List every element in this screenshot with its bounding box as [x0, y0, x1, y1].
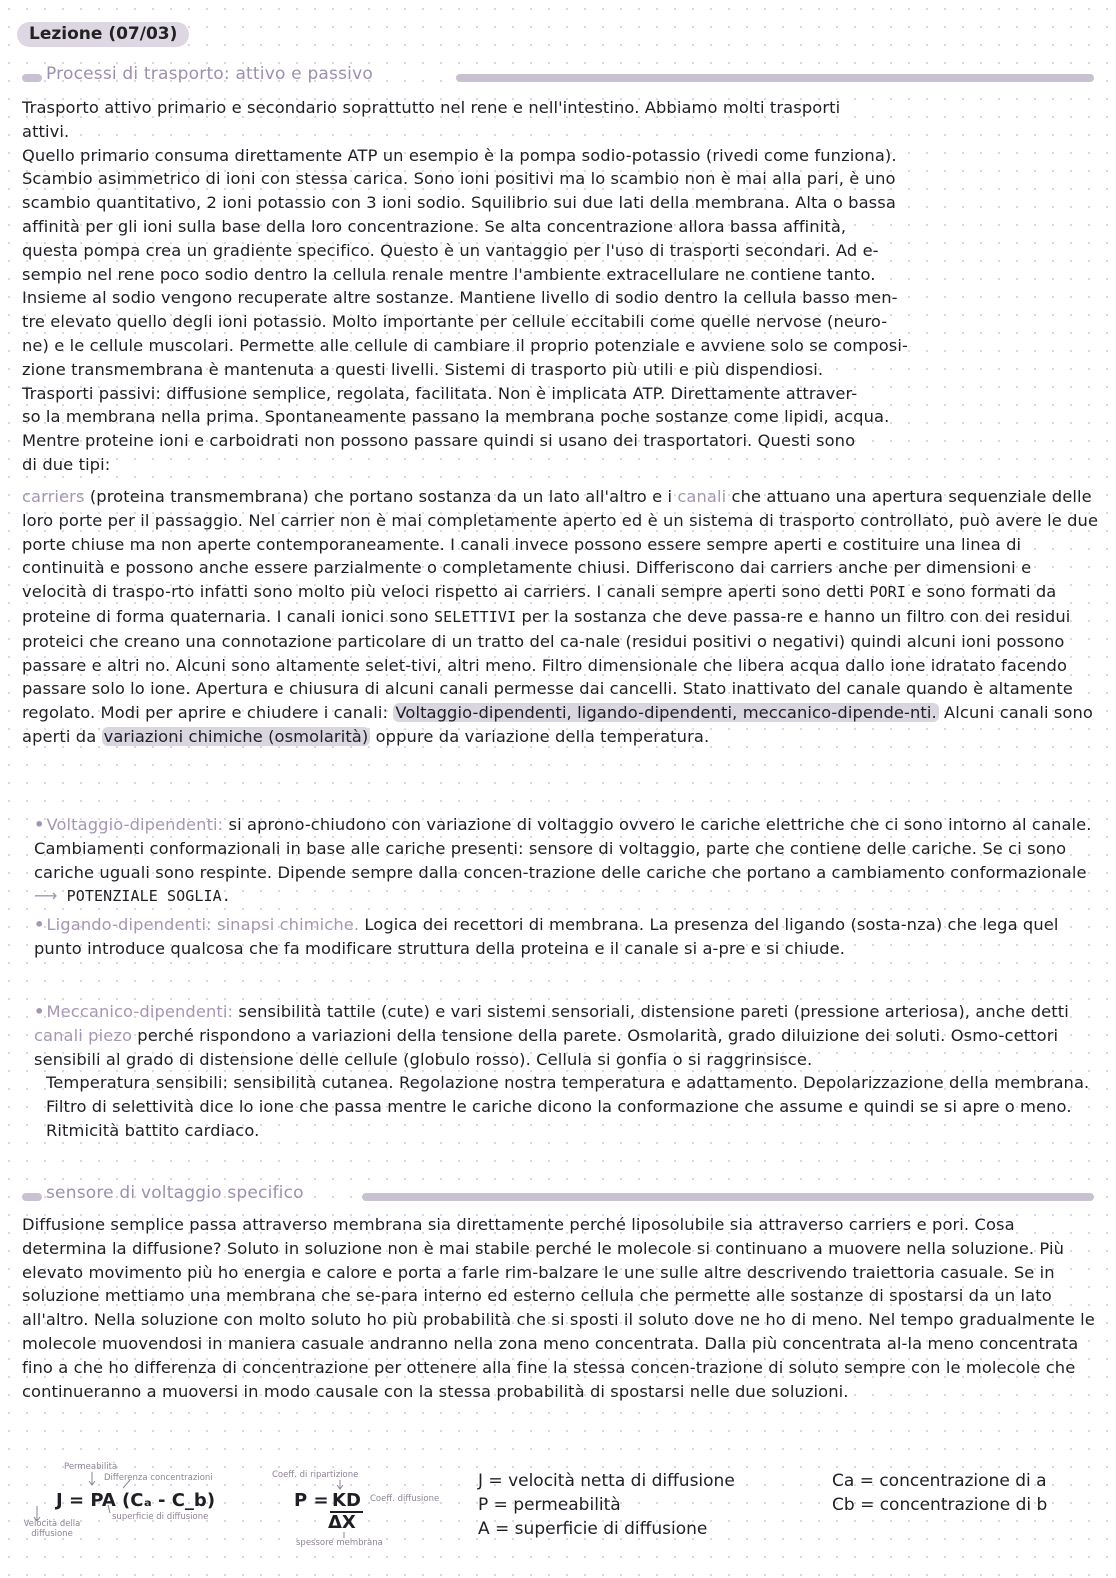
header-bar-left	[22, 1193, 42, 1201]
text-line: ne) e le cellule muscolari. Permette alle cellule di cambiare il proprio potenziale e avviene solo se composi-	[22, 335, 908, 355]
note-coeff-diffusione: Coeff. diffusione	[370, 1494, 440, 1504]
header-bar-left	[22, 74, 42, 82]
formula-p-lhs: P =	[294, 1490, 329, 1511]
text-line: Mentre proteine ioni e carboidrati non possono passare quindi si usano dei trasportatori. Questi sono	[22, 431, 856, 451]
text-segment: (proteina transmembrana) che portano sostanza da un lato all'altro e i	[84, 487, 678, 506]
text-line: Quello primario consuma direttamente ATP un esempio è la pompa sodio-potassio (rivedi come funziona).	[22, 145, 897, 165]
bullet-dot: •	[34, 1002, 45, 1021]
legend-p: P = permeabilità	[478, 1495, 621, 1515]
note-differenza-concentrazioni: Differenza concentrazioni	[104, 1473, 213, 1483]
header-bar-right	[362, 1193, 1094, 1201]
highlight-channel-types: Voltaggio-dipendenti, ligando-dipendenti, meccanico-dipende-nti.	[395, 703, 937, 723]
section-header-voltage-sensor	[22, 1183, 1094, 1207]
text-line: Scambio asimmetrico di ioni con stessa carica. Sono ioni positivi ma lo scambio non è mai alla pari, è uno	[22, 169, 896, 189]
term-canali-piezo: canali piezo	[34, 1025, 133, 1045]
legend-j: J = velocità netta di diffusione	[478, 1471, 735, 1491]
text-line: questa pompa crea un gradiente specifico. Questo è un vantaggio per l'uso di trasporti secondari. Ad e-	[22, 240, 879, 260]
bullet-body	[34, 1000, 1100, 1071]
text-segment: per la sostanza che deve passa-re e hanno un filtro con dei residui proteici che creano una connotazione particolare di un tratto del ca-nale (residui positivi o negativi) quindi alcuni ioni possono passare e altri no. Alcuni sono altamente selet-tivi, altri meno. Filtro dimensionale che libera acqua dallo ione idratato facendo passare solo lo ione. Apertura e chiusura di alcuni canali permesse dai cancelli. Stato inattivato del canale quando è altamente regolato. Modi per aprire e chiudere i canali:	[22, 606, 1073, 723]
text-line: tre elevato quello degli ioni potassio. Molto importante per cellule eccitabili come quelle nervose (neuro-	[22, 312, 888, 332]
note-permeabilita: Permeabilità	[64, 1462, 118, 1472]
bullet-text: si aprono-chiudono con variazione di voltaggio ovvero le cariche elettriche che ci sono intorno al canale. Cambiamenti conformazionali in base alle cariche presenti: sensore di voltaggio, parte che contiene delle cariche. Se ci sono cariche uguali sono respinte. Dipende sempre dalla concen-trazione delle cariche che portano a cambiamento conformazionale	[34, 815, 1092, 882]
header-bar-right	[456, 74, 1094, 82]
bullet-label: Voltaggio-dipendenti:	[46, 815, 224, 834]
formula-numerator: KD	[332, 1490, 361, 1511]
term-potenziale-soglia: POTENZIALE SOGLIA.	[57, 887, 231, 906]
section-title: Processi di trasporto: attivo e passivo	[46, 64, 373, 84]
bullet-label: Meccanico-dipendenti:	[46, 1002, 234, 1021]
paragraph-simple-diffusion: Diffusione semplice passa attraverso membrana sia direttamente perché liposolubile sia attraverso carriers e pori. Cosa determina la diffusione? Soluto in soluzione non è mai stabile perché le molecole si continuano a muovere nella soluzione. Più elevato movimento più ho energia e calore e porta a farle rim-balzare le une sulle altre descrivendo traiettoria casuale. Se in soluzione mettiamo una membrana che se-para interno ed esterno cellula che permette alle sostanze di spostarsi da un lato all'altro. Nella soluzione con molto soluto ho più probabilità che si sposti il soluto dove ne ho di meno. Nel tempo gradualmente le molecole muovendosi in maniera casuale andranno nella zona meno concentrata. Dalla più concentrata al-la meno concentrata fino a che ho differenza di concentrazione per ottenere alla fine la stessa concen-trazione di soluto sempre con le molecole che continueranno a muoversi in modo causale con la stessa probabilità di spostarsi nelle due soluzioni.	[22, 1215, 1095, 1401]
text-line: Trasporto attivo primario e secondario soprattutto nel rene e nell'intestino. Abbiamo molti trasporti	[22, 98, 841, 117]
bullet-text-temperature: Temperatura sensibili: sensibilità cutanea. Regolazione nostra temperatura e adattamento. Depolarizzazione della membrana. Filtro di selettività dice lo ione che passa mentre le cariche dicono la conformazione che assume e quindi se si apre o meno. Ritmicità battito cardiaco.	[46, 1073, 1090, 1140]
text-line: sempio nel rene poco sodio dentro la cellula renale mentre l'ambiente extracellulare ne contiene tanto.	[22, 264, 876, 284]
section-header-transport	[22, 64, 1094, 88]
text-segment: oppure da variazione della temperatura.	[370, 726, 710, 746]
paragraph-active-passive-transport	[22, 96, 1100, 477]
text-line: affinità per gli ioni sulla base della loro concentrazione. Se alta concentrazione allora bassa affinità,	[22, 216, 847, 236]
bullet-dot: •	[34, 915, 45, 934]
term-carriers: carriers	[22, 487, 85, 506]
text-line: Insieme al sodio vengono recuperate altre sostanze. Mantiene livello di sodio dentro la cellula basso men-	[22, 288, 898, 308]
bullet-ligand-dependent	[34, 913, 1100, 961]
term-pori: PORI	[869, 583, 906, 602]
term-canali: canali	[677, 487, 727, 506]
bullet-label: Ligando-dipendenti: sinapsi chimiche.	[46, 915, 360, 934]
bullet-mechanical-dependent	[34, 1000, 1100, 1143]
bullet-text: sensibilità tattile (cute) e vari sistemi sensoriali, distensione pareti (pressione arteriosa), anche detti	[233, 1002, 1069, 1021]
formula-j: J = PA (Cₐ - C_b)	[56, 1490, 216, 1511]
bullet-voltage-dependent	[34, 813, 1100, 909]
formula-denominator: ΔX	[328, 1512, 356, 1533]
text-line: Trasporti passivi: diffusione semplice, regolata, facilitata. Non è implicata ATP. Direttamente attraver-	[22, 383, 858, 403]
text-line: so la membrana nella prima. Spontaneamente passano la membrana poche sostanze come lipidi, acqua.	[22, 407, 890, 427]
text-line: attivi.	[22, 121, 70, 141]
text-line: scambio quantitativo, 2 ioni potassio con 3 ioni sodio. Squilibrio sui due lati della membrana. Alta o bassa	[22, 193, 896, 213]
bullet-text: perché rispondono a variazioni della tensione della parete. Osmolarità, grado diluizione dei soluti. Osmo-cettori sensibili al grado di distensione delle cellule (globulo rosso). Cellula si gonfia o si raggrinsisce.	[34, 1025, 1059, 1069]
text-line: zione transmembrana è mantenuta a questi livelli. Sistemi di trasporto più utili e più dispendiosi.	[22, 359, 824, 379]
bullet-dot: •	[34, 815, 45, 834]
paragraph-carriers-channels	[22, 485, 1100, 749]
text-line: di due tipi:	[22, 454, 111, 474]
note-coeff-ripartizione: Coeff. di ripartizione	[272, 1470, 359, 1480]
term-selettivi: SELETTIVI	[434, 607, 517, 626]
legend-a: A = superficie di diffusione	[478, 1519, 708, 1539]
text-segment: Alcuni canali sono aperti da	[22, 703, 1093, 746]
arrow-right-icon: ⟶	[34, 886, 58, 906]
section-title: sensore di voltaggio specifico	[46, 1183, 304, 1203]
legend-cb: Cb = concentrazione di b	[832, 1495, 1048, 1515]
lesson-date-badge: Lezione (07/03)	[17, 22, 189, 47]
bullet-text: Logica dei recettori di membrana. La presenza del ligando (sosta-nza) che lega quel punto introduce qualcosa che fa modificare struttura della proteina e il canale si a-pre e si chiude.	[34, 915, 1059, 958]
legend-ca: Ca = concentrazione di a	[832, 1471, 1047, 1491]
note-spessore-membrana: spessore membrana	[296, 1538, 383, 1548]
formula2-arrows	[330, 1478, 370, 1542]
highlight-chemical-variations: variazioni chimiche (osmolarità)	[103, 726, 369, 746]
text-segment: che attuano una apertura sequenziale delle loro porte per il passaggio. Nel carrier non è mai completamente aperto ed è un sistema di trasporto controllato, può avere le due porte chiuse ma non aperte contemporaneamente. I canali invece possono essere sempre aperti e costituire una linea di continuità e possono anche essere parzialmente o completamente chiusi. Differiscono dai carriers anche per dimensioni e velocità di traspo-rto infatti sono molto più veloci rispetto ai carriers. I canali sempre aperti sono detti	[22, 487, 1099, 602]
note-velocita: Velocità della diffusione	[23, 1519, 81, 1539]
text-segment: e sono formati da proteine di forma quaternaria. I canali ionici sono	[22, 582, 1057, 626]
note-superficie: superficie di diffusione	[112, 1512, 209, 1522]
